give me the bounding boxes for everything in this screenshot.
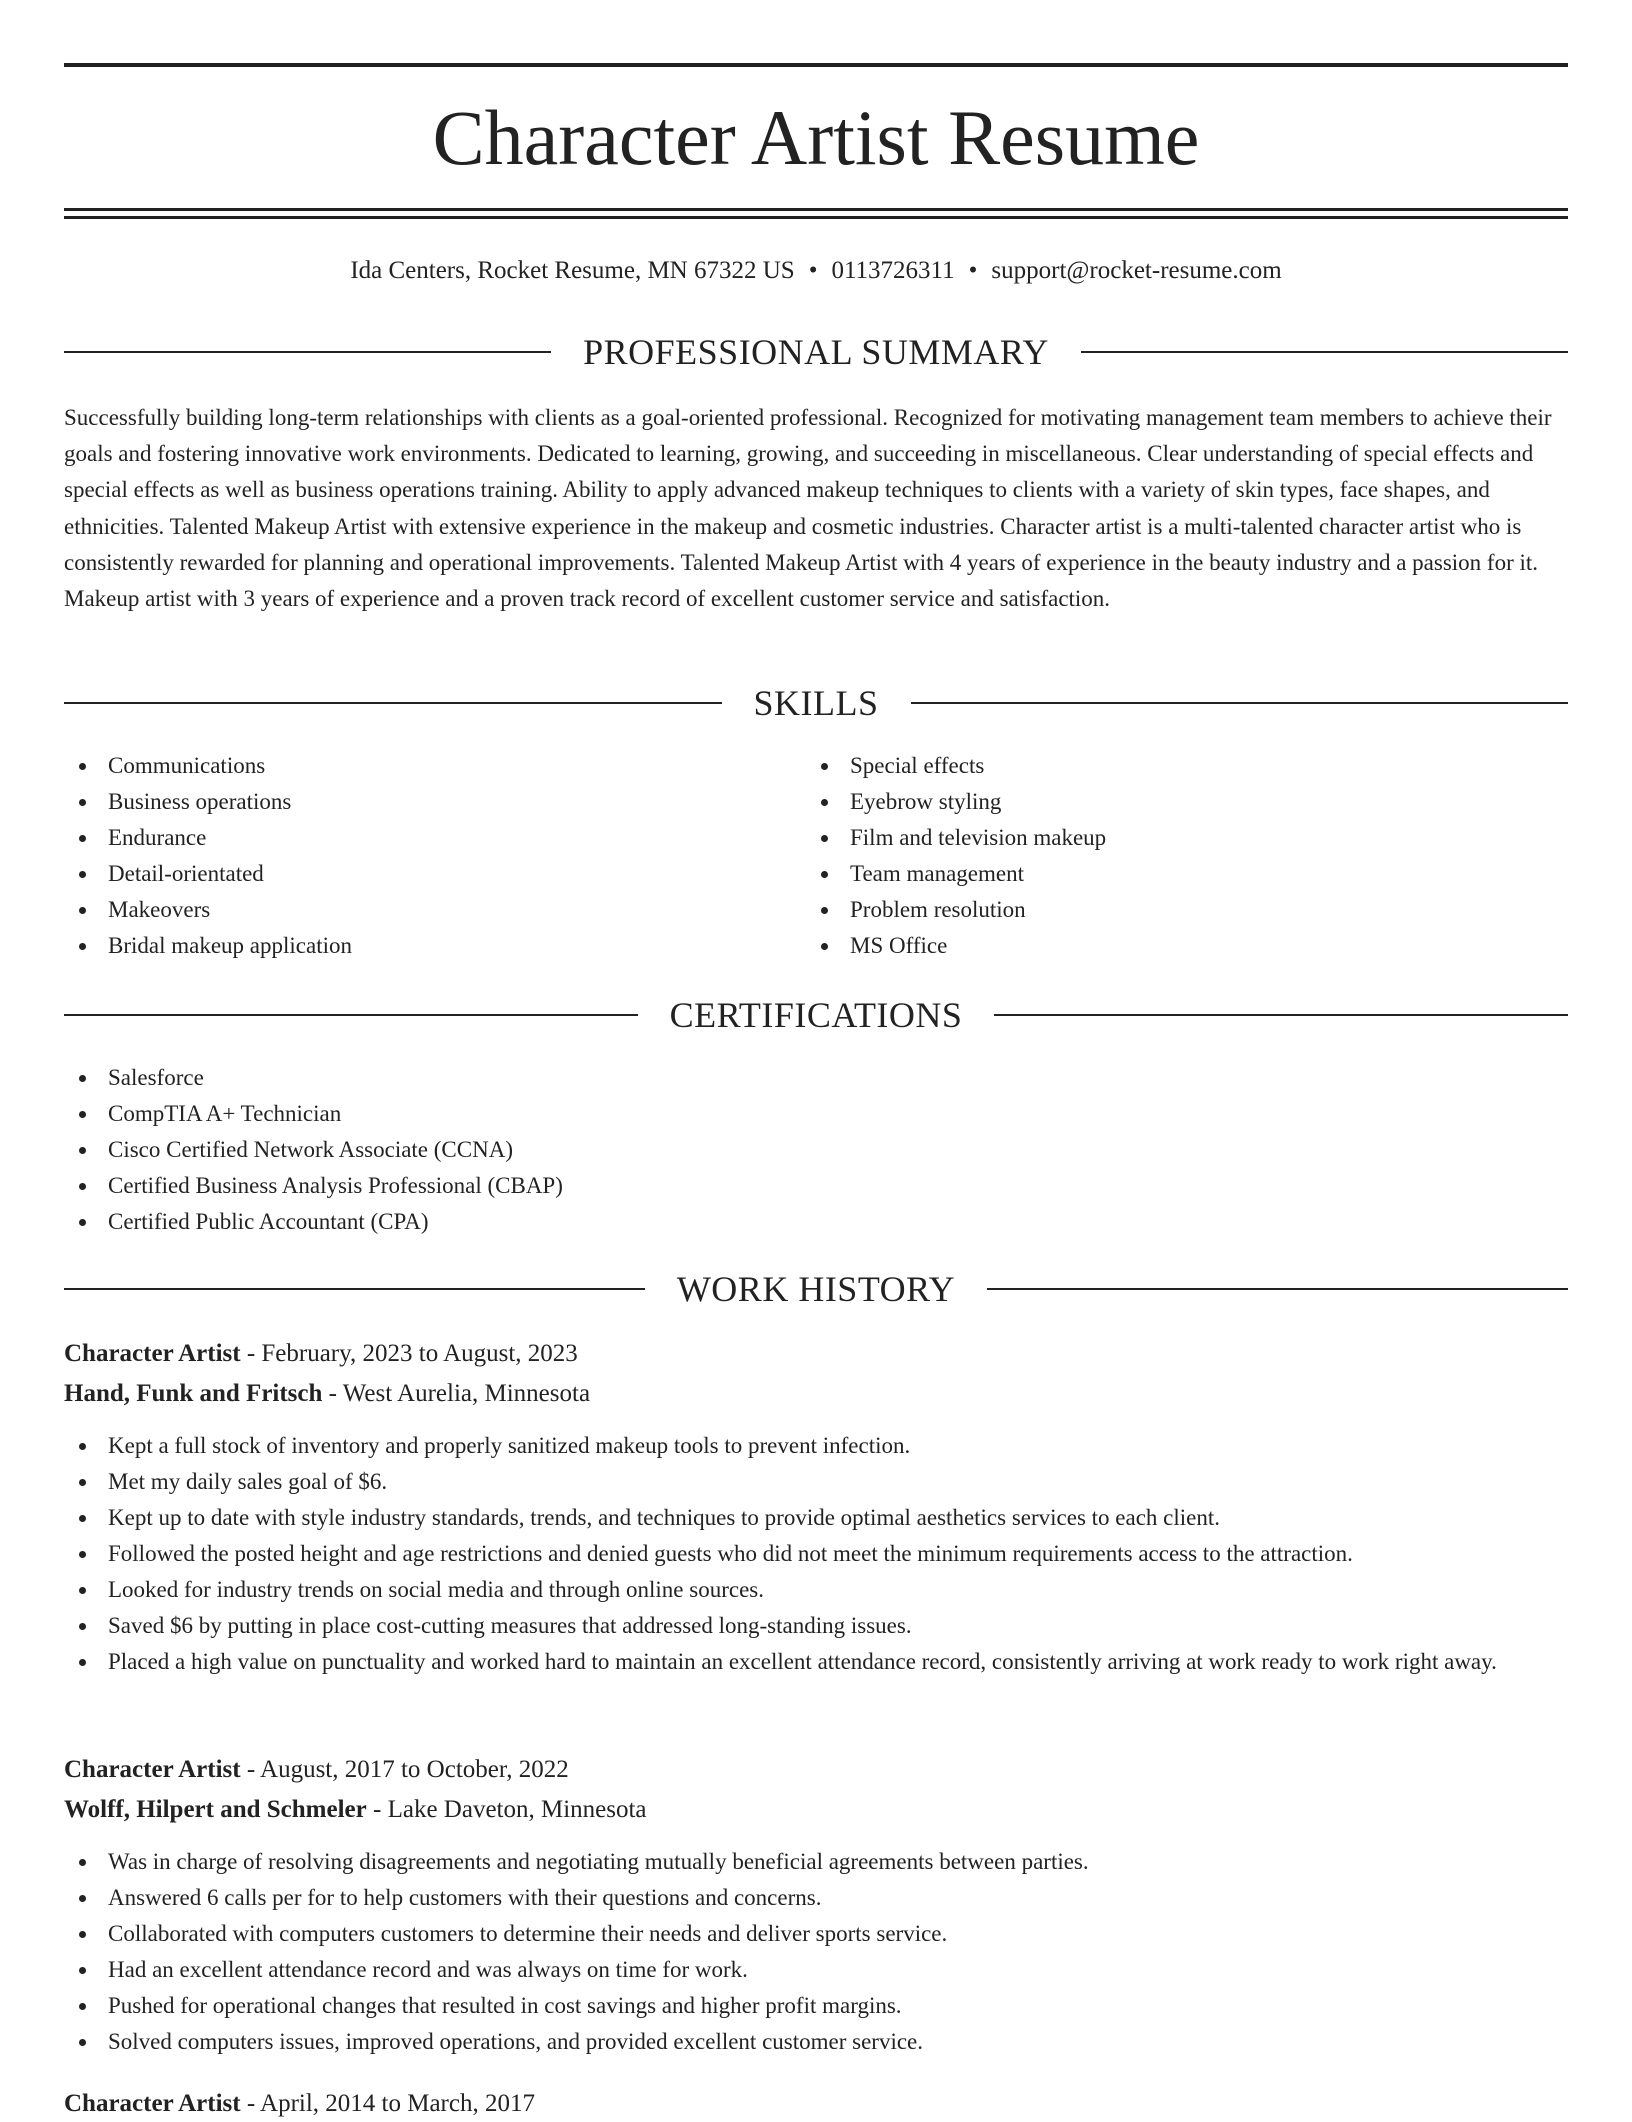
job-company: Wolff, Hilpert and Schmeler (64, 1796, 367, 1823)
skill-item: Communications (64, 748, 764, 784)
section-title: PROFESSIONAL SUMMARY (583, 332, 1049, 372)
section-rule-left (64, 1288, 645, 1290)
certification-item: Certified Business Analysis Professional (CBAP) (64, 1168, 1064, 1204)
contact-line (64, 254, 1568, 288)
job-title: Character Artist (64, 1756, 241, 1783)
job-bullet: Looked for industry trends on social media and through online sources. (64, 1572, 1568, 1608)
skill-item: Endurance (64, 820, 764, 856)
section-header-summary (64, 330, 1568, 374)
job-bullets (64, 1844, 1568, 2060)
contact-separator: • (808, 257, 818, 284)
contact-separator: • (968, 257, 978, 284)
summary-paragraph: Successfully building long-term relationships with clients as a goal-oriented professional. Recognized for motivating management team members to achieve their goals and fostering innovative work environments. Dedicated to learning, growing, and succeeding in miscellaneous. Clear understanding of special effects and special effects as well as business operations training. Ability to apply advanced makeup techniques to clients with a variety of skin types, face shapes, and ethnicities. Talented Makeup Artist with extensive experience in the makeup and cosmetic industries. Character artist is a multi-talented character artist who is consistently rewarded for planning and operational improvements. Talented Makeup Artist with 4 years of experience in the beauty industry and a passion for it. Makeup artist with 3 years of experience and a proven track record of excellent customer service and satisfaction. (64, 405, 1552, 612)
section-rule-left (64, 702, 722, 704)
skill-item: Makeovers (64, 892, 764, 928)
certification-item: CompTIA A+ Technician (64, 1096, 1064, 1132)
certifications-list (64, 1060, 1064, 1240)
section-rule-right (994, 1014, 1568, 1016)
certification-item: Certified Public Accountant (CPA) (64, 1204, 1064, 1240)
section-title: WORK HISTORY (676, 1269, 956, 1309)
skill-item: Business operations (64, 784, 764, 820)
title-double-rule-lower (64, 216, 1568, 219)
job-company: Hand, Funk and Fritsch (64, 1380, 323, 1407)
certification-item: Salesforce (64, 1060, 1064, 1096)
job-bullet: Answered 6 calls per for to help customers with their questions and concerns. (64, 1880, 1568, 1916)
job-bullet: Kept a full stock of inventory and properly sanitized makeup tools to prevent infection. (64, 1428, 1568, 1464)
skills-list-left (64, 748, 764, 964)
section-header-skills (64, 681, 1568, 725)
job-dates: - April, 2014 to March, 2017 (246, 2090, 535, 2117)
job-title-line (64, 1752, 1568, 1788)
job-company-line (64, 1792, 1568, 1828)
job-bullet: Had an excellent attendance record and was always on time for work. (64, 1952, 1568, 1988)
job-bullet: Collaborated with computers customers to determine their needs and deliver sports service. (64, 1916, 1568, 1952)
job-bullet: Saved $6 by putting in place cost-cutting measures that addressed long-standing issues. (64, 1608, 1568, 1644)
job-dates: - February, 2023 to August, 2023 (246, 1340, 578, 1367)
skill-item: Special effects (806, 748, 1506, 784)
section-title: SKILLS (753, 683, 879, 723)
resume-title: Character Artist Resume (432, 94, 1200, 181)
skills-list-right (806, 748, 1506, 964)
top-rule (64, 63, 1568, 67)
section-header-certifications (64, 993, 1568, 1037)
contact-phone: 0113726311 (831, 257, 955, 284)
skill-item: Film and television makeup (806, 820, 1506, 856)
job-location: - Lake Daveton, Minnesota (373, 1796, 647, 1823)
section-rule-left (64, 1014, 638, 1016)
job-title: Character Artist (64, 1340, 241, 1367)
contact-email: support@rocket-resume.com (991, 257, 1282, 284)
section-title: CERTIFICATIONS (669, 995, 963, 1035)
job-bullets (64, 1428, 1568, 1680)
contact-address: Ida Centers, Rocket Resume, MN 67322 US (350, 257, 795, 284)
job-title-line (64, 2086, 1568, 2122)
section-rule-right (987, 1288, 1568, 1290)
job-bullet: Followed the posted height and age restrictions and denied guests who did not meet the minimum requirements access to the attraction. (64, 1536, 1568, 1572)
section-header-work-history (64, 1267, 1568, 1311)
title-double-rule-upper (64, 208, 1568, 211)
section-rule-right (911, 702, 1569, 704)
section-rule-right (1081, 351, 1568, 353)
skill-item: Detail-orientated (64, 856, 764, 892)
certification-item: Cisco Certified Network Associate (CCNA) (64, 1132, 1064, 1168)
job-location: - West Aurelia, Minnesota (328, 1380, 591, 1407)
skill-item: MS Office (806, 928, 1506, 964)
job-bullet: Met my daily sales goal of $6. (64, 1464, 1568, 1500)
skill-item: Problem resolution (806, 892, 1506, 928)
job-company-line (64, 1376, 1568, 1412)
job-bullet: Placed a high value on punctuality and worked hard to maintain an excellent attendance record, consistently arriving at work ready to work right away. (64, 1644, 1568, 1680)
skill-item: Eyebrow styling (806, 784, 1506, 820)
job-bullet: Pushed for operational changes that resulted in cost savings and higher profit margins. (64, 1988, 1568, 2024)
job-bullet: Solved computers issues, improved operations, and provided excellent customer service. (64, 2024, 1568, 2060)
job-bullet: Was in charge of resolving disagreements and negotiating mutually beneficial agreements between parties. (64, 1844, 1568, 1880)
job-dates: - August, 2017 to October, 2022 (246, 1756, 569, 1783)
skill-item: Bridal makeup application (64, 928, 764, 964)
job-bullet: Kept up to date with style industry standards, trends, and techniques to provide optimal aesthetics services to each client. (64, 1500, 1568, 1536)
skill-item: Team management (806, 856, 1506, 892)
job-title: Character Artist (64, 2090, 241, 2117)
section-rule-left (64, 351, 551, 353)
job-title-line (64, 1336, 1568, 1372)
